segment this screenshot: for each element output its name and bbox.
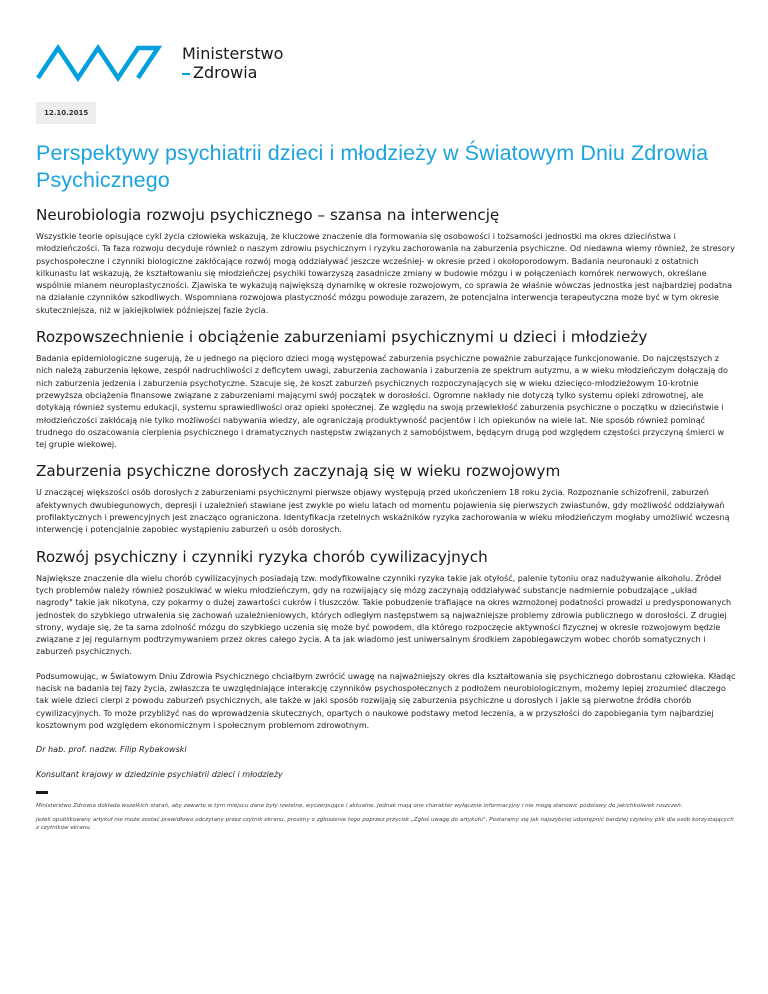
article-section [36, 547, 736, 659]
footer-accessibility-note: Jeżeli opublikowany artykuł nie może zostać prawidłowo odczytany przez czytnik ekranu, prosimy o zgłoszenie tego poprzez przycisk „Zgłoś uwagę do artykułu". Postaramy się jak najszybciej udostępnić bardziej czytelny plik dla osób korzystających z czytników ekranu. [36, 816, 734, 831]
section-body: U znaczącej większości osób dorosłych z zaburzeniami psychicznymi pierwsze objawy występują przed ukończeniem 18 roku życia. Rozpoznanie schizofrenii, zaburzeń afektywnych dwubiegunowych, depresji i uzależnień stawiane jest zwykle po wielu latach od momentu pojawienia się pierwszych zwiastunów, gdy możliwość oddziaływań profilaktycznych i prewencyjnych jest znacząco ograniczona. Identyfikacja rzetelnych wskaźników ryzyka zachorowania w wieku młodzieńczym mogłaby umożliwić wczesną interwencję i potencjalnie zapobiec wystąpieniu zaburzeń u osób dorosłych. [36, 488, 730, 535]
section-body: Największe znaczenie dla wielu chorób cywilizacyjnych posiadają tzw. modyfikowalne czynniki ryzyka takie jak otyłość, palenie tytoniu oraz nadużywanie alkoholu. Źródeł tych problemów należy również poszukiwać w wieku młodzieńczym, gdy na rozwijający się mózg zaczynają oddziaływać substancje nadmiernie pobudzające „układ nagrody" takie jak nikotyna, czy pokarmy o dużej zawartości cukrów i tłuszczów. Takie pobudzenie trafiające na okres wzmożonej podatności prowadzi u predysponowanych jednostek do szybkiego utrwalenia się zachowań uzależnieniowych, których odległym następstwem są najważniejsze problemy zdrowia publicznego w dorosłości. Z drugiej strony, wydaje się, że ta sama zdolność mózgu do szybkiego uczenia się może być powodem, dla którego rozpoczęcie aktywności fizycznej w okresie rozwojowym będzie związane z jej regularnym podtrzymywaniem przez okres całego życia. A ta jak wiadomo jest uniwersalnym środkiem zapobiegawczym wobec chorób somatycznych i zaburzeń psychicznych. [36, 573, 732, 657]
date-badge: 12.10.2015 [36, 102, 96, 124]
section-heading: Zaburzenia psychiczne dorosłych zaczynają się w wieku rozwojowym [36, 462, 561, 481]
logo-line-1: Ministerstwo [182, 44, 284, 63]
ministry-logo-mark-icon [36, 40, 176, 84]
logo-line-2: Zdrowia [193, 63, 258, 82]
section-heading: Neurobiologia rozwoju psychicznego – szansa na interwencję [36, 206, 500, 224]
section-heading: Rozpowszechnienie i obciążenie zaburzeniami psychicznymi u dzieci i młodzieży [36, 328, 648, 347]
logo-dash [182, 73, 190, 75]
ministry-logo[interactable] [36, 40, 336, 84]
article-section [36, 205, 736, 317]
closing-paragraph: Podsumowując, w Światowym Dniu Zdrowia Psychicznego chciałbym zwrócić uwagę na najważniejszy okres dla kształtowania się psychicznego dobrostanu człowieka. Kładąc nacisk na badania tej fazy życia, zwłaszcza te uwzględniające interakcję czynników psychospołecznych z podłożem neurobiologicznym, możemy lepiej zrozumieć dlaczego tak wiele dzieci cierpi z powodu zaburzeń psychicznych, ale także w jaki sposób rozwijają się zaburzenia psychiczne u dorosłych i jakie są pierwotne źródła chorób cywilizacyjnych. To może przybliżyć nas do wprowadzenia skutecznych, opartych o naukowe podstawy metod leczenia, a w przyszłości do zapobiegania tym najbardziej kosztownym pod względem ekonomicznym i społecznym problemom zdrowotnym. [36, 671, 736, 730]
article-section [36, 327, 736, 451]
footer-disclaimer: Ministerstwo Zdrowia dokłada wszelkich starań, aby zawarte w tym miejscu dane były rzetelne, wyczerpujące i aktualne. Jednak mają one charakter wyłącznie informacyjny i nie mogą stanowić podstawy do jakichkolwiek roszczeń. [36, 802, 683, 809]
section-body: Badania epidemiologiczne sugerują, że u jednego na pięcioro dzieci mogą występować zaburzenia psychiczne poważnie zaburzające funkcjonowanie. Do najczęstszych z nich należą zaburzenia lękowe, zespół nadruchliwości z deficytem uwagi, zaburzenia zachowania i zaburzenia ze spektrum autyzmu, a w wieku młodzieńczym dołączają do nich zaburzenia jedzenia i zaburzenia psychotyczne. Szacuje się, że koszt zaburzeń psychicznych rozpoczynających się w wieku dziecięco-młodzieżowym 10-krotnie przewyższa obciążenia finansowe związane z zaburzeniami mającymi swój początek w dorosłości. Ogromne nakłady nie dotyczą tylko systemu opieki zdrowotnej, ale dotykają również systemu edukacji, systemu sprawiedliwości oraz opieki społecznej. Ze względu na swoją przewlekłość zaburzenia psychiczne o początku w dzieciństwie i młodzieńczości zakłócają nie tylko możliwości nabywania wiedzy, ale ograniczają produktywność pacjentów i ich opiekunów na wiele lat. Nie sposób również pominąć trudnego do oszacowania cierpienia psychicznego i dramatycznych następstw związanych z samobójstwem, będącym drugą pod względem częstości przyczyną śmierci w tej grupie wiekowej. [36, 354, 728, 450]
section-heading: Rozwój psychiczny i czynniki ryzyka chorób cywilizacyjnych [36, 547, 488, 566]
author-role: Konsultant krajowy w dziedzinie psychiatrii dzieci i młodzieży [36, 769, 283, 779]
footer-divider [36, 791, 48, 794]
article-section [36, 461, 736, 536]
ministry-logo-text [182, 44, 283, 82]
section-body: Wszystkie teorie opisujące cykl życia człowieka wskazują, że kluczowe znaczenie dla formowania się osobowości i tożsamości jednostki ma okres dzieciństwa i młodzieńczości. Ta faza rozwoju decyduje również o naszym zdrowiu psychicznym i ryzyku zachorowania na zaburzenia psychiczne. Od niedawna wiemy również, że stresory psychospołeczne i czynniki biologiczne zakłócające rozwój mogą oddziaływać jeszcze wcześniej- w okresie przed i okołoporodowym. Badania neuronauki z ostatnich kilkunastu lat wskazują, że kształtowaniu się młodzieńczej psychiki towarzyszą zasadnicze zmiany w budowie mózgu i w połączeniach komórek nerwowych, określane wspólnie mianem neuroplastyczności. Zjawiska te wykazują największą dynamikę w okresie rozwojowym, co sprawia że właśnie wówczas jednostka jest najbardziej podatna na działanie czynników szkodliwych. Wspomniana rozwojowa plastyczność mózgu powoduje zarazem, że potencjalna interwencja terapeutyczna może być w tym okresie skuteczniejsza, niż w jakiejkolwiek późniejszej fazie życia. [36, 232, 735, 315]
author-name: Dr hab. prof. nadzw. Filip Rybakowski [36, 745, 187, 755]
page-title: Perspektywy psychiatrii dzieci i młodzieży w Światowym Dniu Zdrowia Psychicznego [36, 141, 709, 192]
article-content [36, 205, 736, 832]
